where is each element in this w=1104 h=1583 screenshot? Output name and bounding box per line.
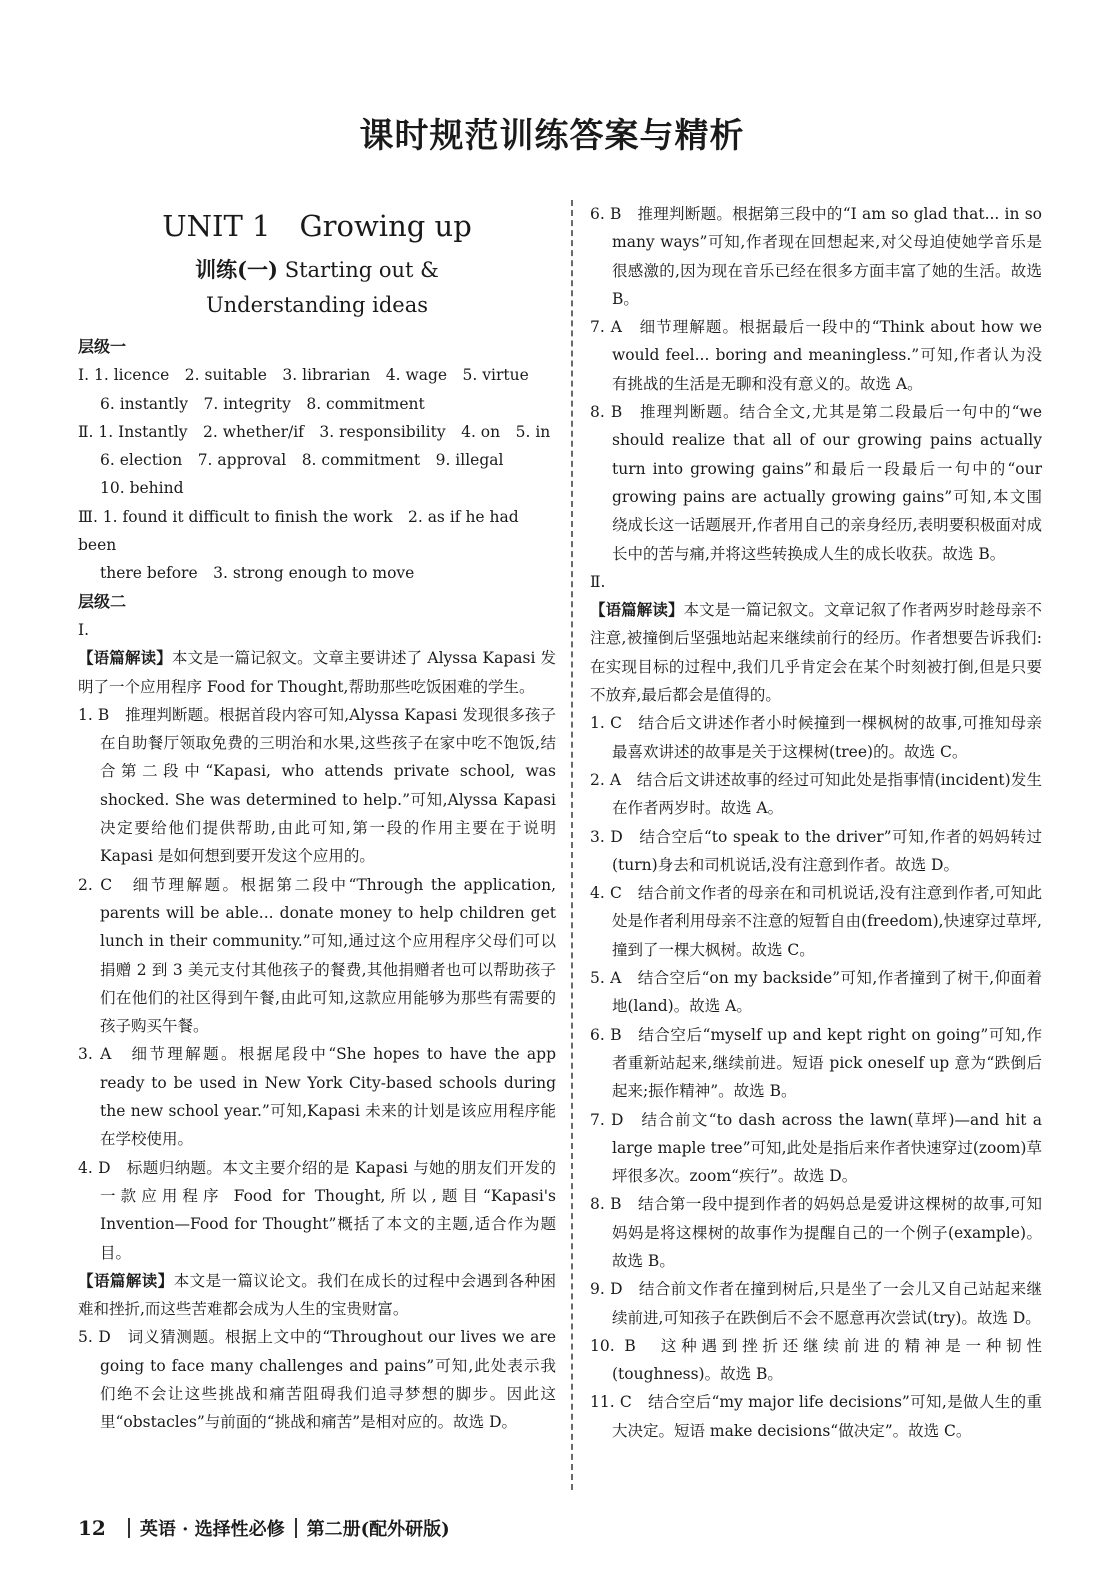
passage-note bbox=[78, 1267, 556, 1324]
passage-note-tag: 【语篇解读】 bbox=[78, 648, 172, 668]
section-heading: Ⅰ. bbox=[78, 620, 90, 639]
left-column bbox=[78, 200, 556, 1437]
answer-item: 10. B 这种遇到挫折还继续前进的精神是一种韧性(toughness)。故选 B。 bbox=[590, 1336, 1042, 1384]
unit-title: UNIT 1 Growing up bbox=[162, 209, 472, 243]
answer-item: 3. A 细节理解题。根据尾段中“She hopes to have the app ready to be used in New York City-based schools during the new school year.”可知,Kapasi 未来的计划是该应用程序能在学校使用。 bbox=[78, 1045, 556, 1149]
lesson-title-en-1: Starting out & bbox=[284, 258, 439, 282]
answer-item: 5. A 结合空后“on my backside”可知,作者撞到了树干,仰面着地(land)。故选 A。 bbox=[590, 969, 1042, 1016]
footer-separator bbox=[295, 1518, 297, 1538]
answer-line: Ⅲ. 1. found it difficult to finish the work 2. as if he had been bbox=[78, 507, 519, 555]
footer-separator bbox=[128, 1518, 130, 1538]
answer-item: 9. D 结合前文作者在撞到树后,只是坐了一会儿又自己站起来继续前进,可知孩子在跌倒后不会不愿意再次尝试(try)。故选 D。 bbox=[590, 1280, 1042, 1327]
answer-item: 2. C 细节理解题。根据第二段中“Through the application, parents will be able... donate money to help children get lunch in their community.”可知,通过这个应用程序父母们可以捐赠 2 到 3 美元支付其他孩子的餐费,其他捐赠者也可以帮助孩子们在他们的社区得到午餐,由此可知,这款应用能够为那些有需要的孩子购买午餐。 bbox=[78, 875, 556, 1036]
lesson-title bbox=[78, 252, 556, 323]
passage-note bbox=[590, 596, 1042, 709]
answer-item: 1. B 推理判断题。根据首段内容可知,Alyssa Kapasi 发现很多孩子在自助餐厅领取免费的三明治和水果,这些孩子在家中吃不饱饭,结合第二段中“Kapasi, who attends private school, was shocked. She was determined to help.”可知,Alyssa Kapasi 决定要给他们提供帮助,由此可知,第一段的作用主要在于说明 Kapasi 是如何想到要开发这个应用的。 bbox=[78, 705, 556, 866]
answer-item: 7. D 结合前文“to dash across the lawn(草坪)—and hit a large maple tree”可知,此处是指后来作者快速穿过(zoom)草坪很多次。zoom“疾行”。故选 D。 bbox=[590, 1110, 1042, 1186]
answer-item: 5. D 词义猜测题。根据上文中的“Throughout our lives we are going to face many challenges and pains”可知,此处表示我们绝不会让这些挑战和痛苦阻碍我们追寻梦想的脚步。因此这里“obstacles”与前面的“挑战和痛苦”是相对应的。故选 D。 bbox=[78, 1328, 556, 1432]
passage-note bbox=[78, 644, 556, 701]
page-footer bbox=[78, 1515, 450, 1541]
passage-note-tag: 【语篇解读】 bbox=[78, 1270, 174, 1290]
answer-item: 8. B 推理判断题。结合全文,尤其是第二段最后一句中的“we should realize that all of our growing pains actually turn into growing gains”和最后一段最后一句中的“our growing pains are actually growing gains”可知,本文围绕成长这一话题展开,作者用自己的亲身经历,表明要积极面对成长中的苦与痛,并将这些转换成人生的成长收获。故选 B。 bbox=[590, 403, 1042, 563]
answer-item: 2. A 结合后文讲述故事的经过可知此处是指事情(incident)发生在作者两岁时。故选 A。 bbox=[590, 770, 1042, 818]
answer-item: 3. D 结合空后“to speak to the driver”可知,作者的妈妈转过(turn)身去和司机说话,没有注意到作者。故选 D。 bbox=[590, 827, 1042, 874]
page-number: 12 bbox=[78, 1516, 106, 1540]
lesson-title-en-2: Understanding ideas bbox=[205, 293, 429, 317]
book-title: 英语 · 选择性必修 bbox=[139, 1519, 285, 1540]
answer-line: Ⅰ. 1. licence 2. suitable 3. librarian 4. wage 5. virtue bbox=[78, 366, 529, 385]
passage-note-text: 本文是一篇记叙文。文章记叙了作者两岁时趁母亲不注意,被撞倒后坚强地站起来继续前行的经历。作者想要告诉我们:在实现目标的过程中,我们几乎肯定会在某个时刻被打倒,但是只要不放弃,最后都会是值得的。 bbox=[590, 601, 1042, 705]
page-title: 课时规范训练答案与精析 bbox=[359, 116, 745, 156]
answer-item: 4. D 标题归纳题。本文主要介绍的是 Kapasi 与她的朋友们开发的一款应用程序 Food for Thought,所以,题目“Kapasi's Invention—Food for Thought”概括了本文的主题,适合作为题目。 bbox=[78, 1158, 556, 1262]
answer-item: 4. C 结合前文作者的母亲在和司机说话,没有注意到作者,可知此处是作者利用母亲不注意的短暂自由(freedom),快速穿过草坪,撞到了一棵大枫树。故选 C。 bbox=[590, 884, 1042, 959]
answer-line: 6. election 7. approval 8. commitment 9. illegal bbox=[100, 451, 504, 470]
answer-item: 11. C 结合空后“my major life decisions”可知,是做人生的重大决定。短语 make decisions“做决定”。故选 C。 bbox=[590, 1393, 1042, 1440]
answer-item: 6. B 推理判断题。根据第三段中的“I am so glad that... in so many ways”可知,作者现在回想起来,对父母迫使她学音乐是很感激的,因为现在音乐已经在很多方面丰富了她的生活。故选 B。 bbox=[590, 205, 1042, 308]
column-divider bbox=[571, 200, 573, 1490]
section-heading: Ⅱ. bbox=[590, 572, 606, 591]
book-volume: 第二册(配外研版) bbox=[306, 1519, 450, 1540]
answer-line: 6. instantly 7. integrity 8. commitment bbox=[100, 394, 425, 413]
right-column bbox=[590, 200, 1042, 1445]
answer-item: 8. B 结合第一段中提到作者的妈妈总是爱讲这棵树的故事,可知妈妈是将这棵树的故事作为提醒自己的一个例子(example)。故选 B。 bbox=[590, 1195, 1042, 1270]
answer-item: 6. B 结合空后“myself up and kept right on going”可知,作者重新站起来,继续前进。短语 pick oneself up 意为“跌倒后起来;振作精神”。故选 B。 bbox=[590, 1025, 1042, 1101]
passage-note-tag: 【语篇解读】 bbox=[590, 600, 684, 620]
passage-note-text: 本文是一篇记叙文。文章主要讲述了 Alyssa Kapasi 发明了一个应用程序 Food for Thought,帮助那些吃饭困难的学生。 bbox=[78, 649, 556, 696]
passage-note-text: 本文是一篇议论文。我们在成长的过程中会遇到各种困难和挫折,而这些苦难都会成为人生的宝贵财富。 bbox=[78, 1271, 556, 1319]
lesson-title-cn: 训练(一) bbox=[195, 257, 278, 282]
level-two-heading: 层级二 bbox=[78, 591, 127, 611]
answer-line: Ⅱ. 1. Instantly 2. whether/if 3. responsibility 4. on 5. in bbox=[78, 422, 551, 441]
answer-line: there before 3. strong enough to move bbox=[100, 564, 415, 583]
level-one-heading: 层级一 bbox=[78, 337, 127, 356]
answer-line: 10. behind bbox=[100, 479, 184, 498]
answer-item: 7. A 细节理解题。根据最后一段中的“Think about how we would feel... boring and meaningless.”可知,作者认为没有挑战的生活是无聊和没有意义的。故选 A。 bbox=[590, 318, 1042, 393]
answer-item: 1. C 结合后文讲述作者小时候撞到一棵枫树的故事,可推知母亲最喜欢讲述的故事是关于这棵树(tree)的。故选 C。 bbox=[590, 714, 1042, 761]
